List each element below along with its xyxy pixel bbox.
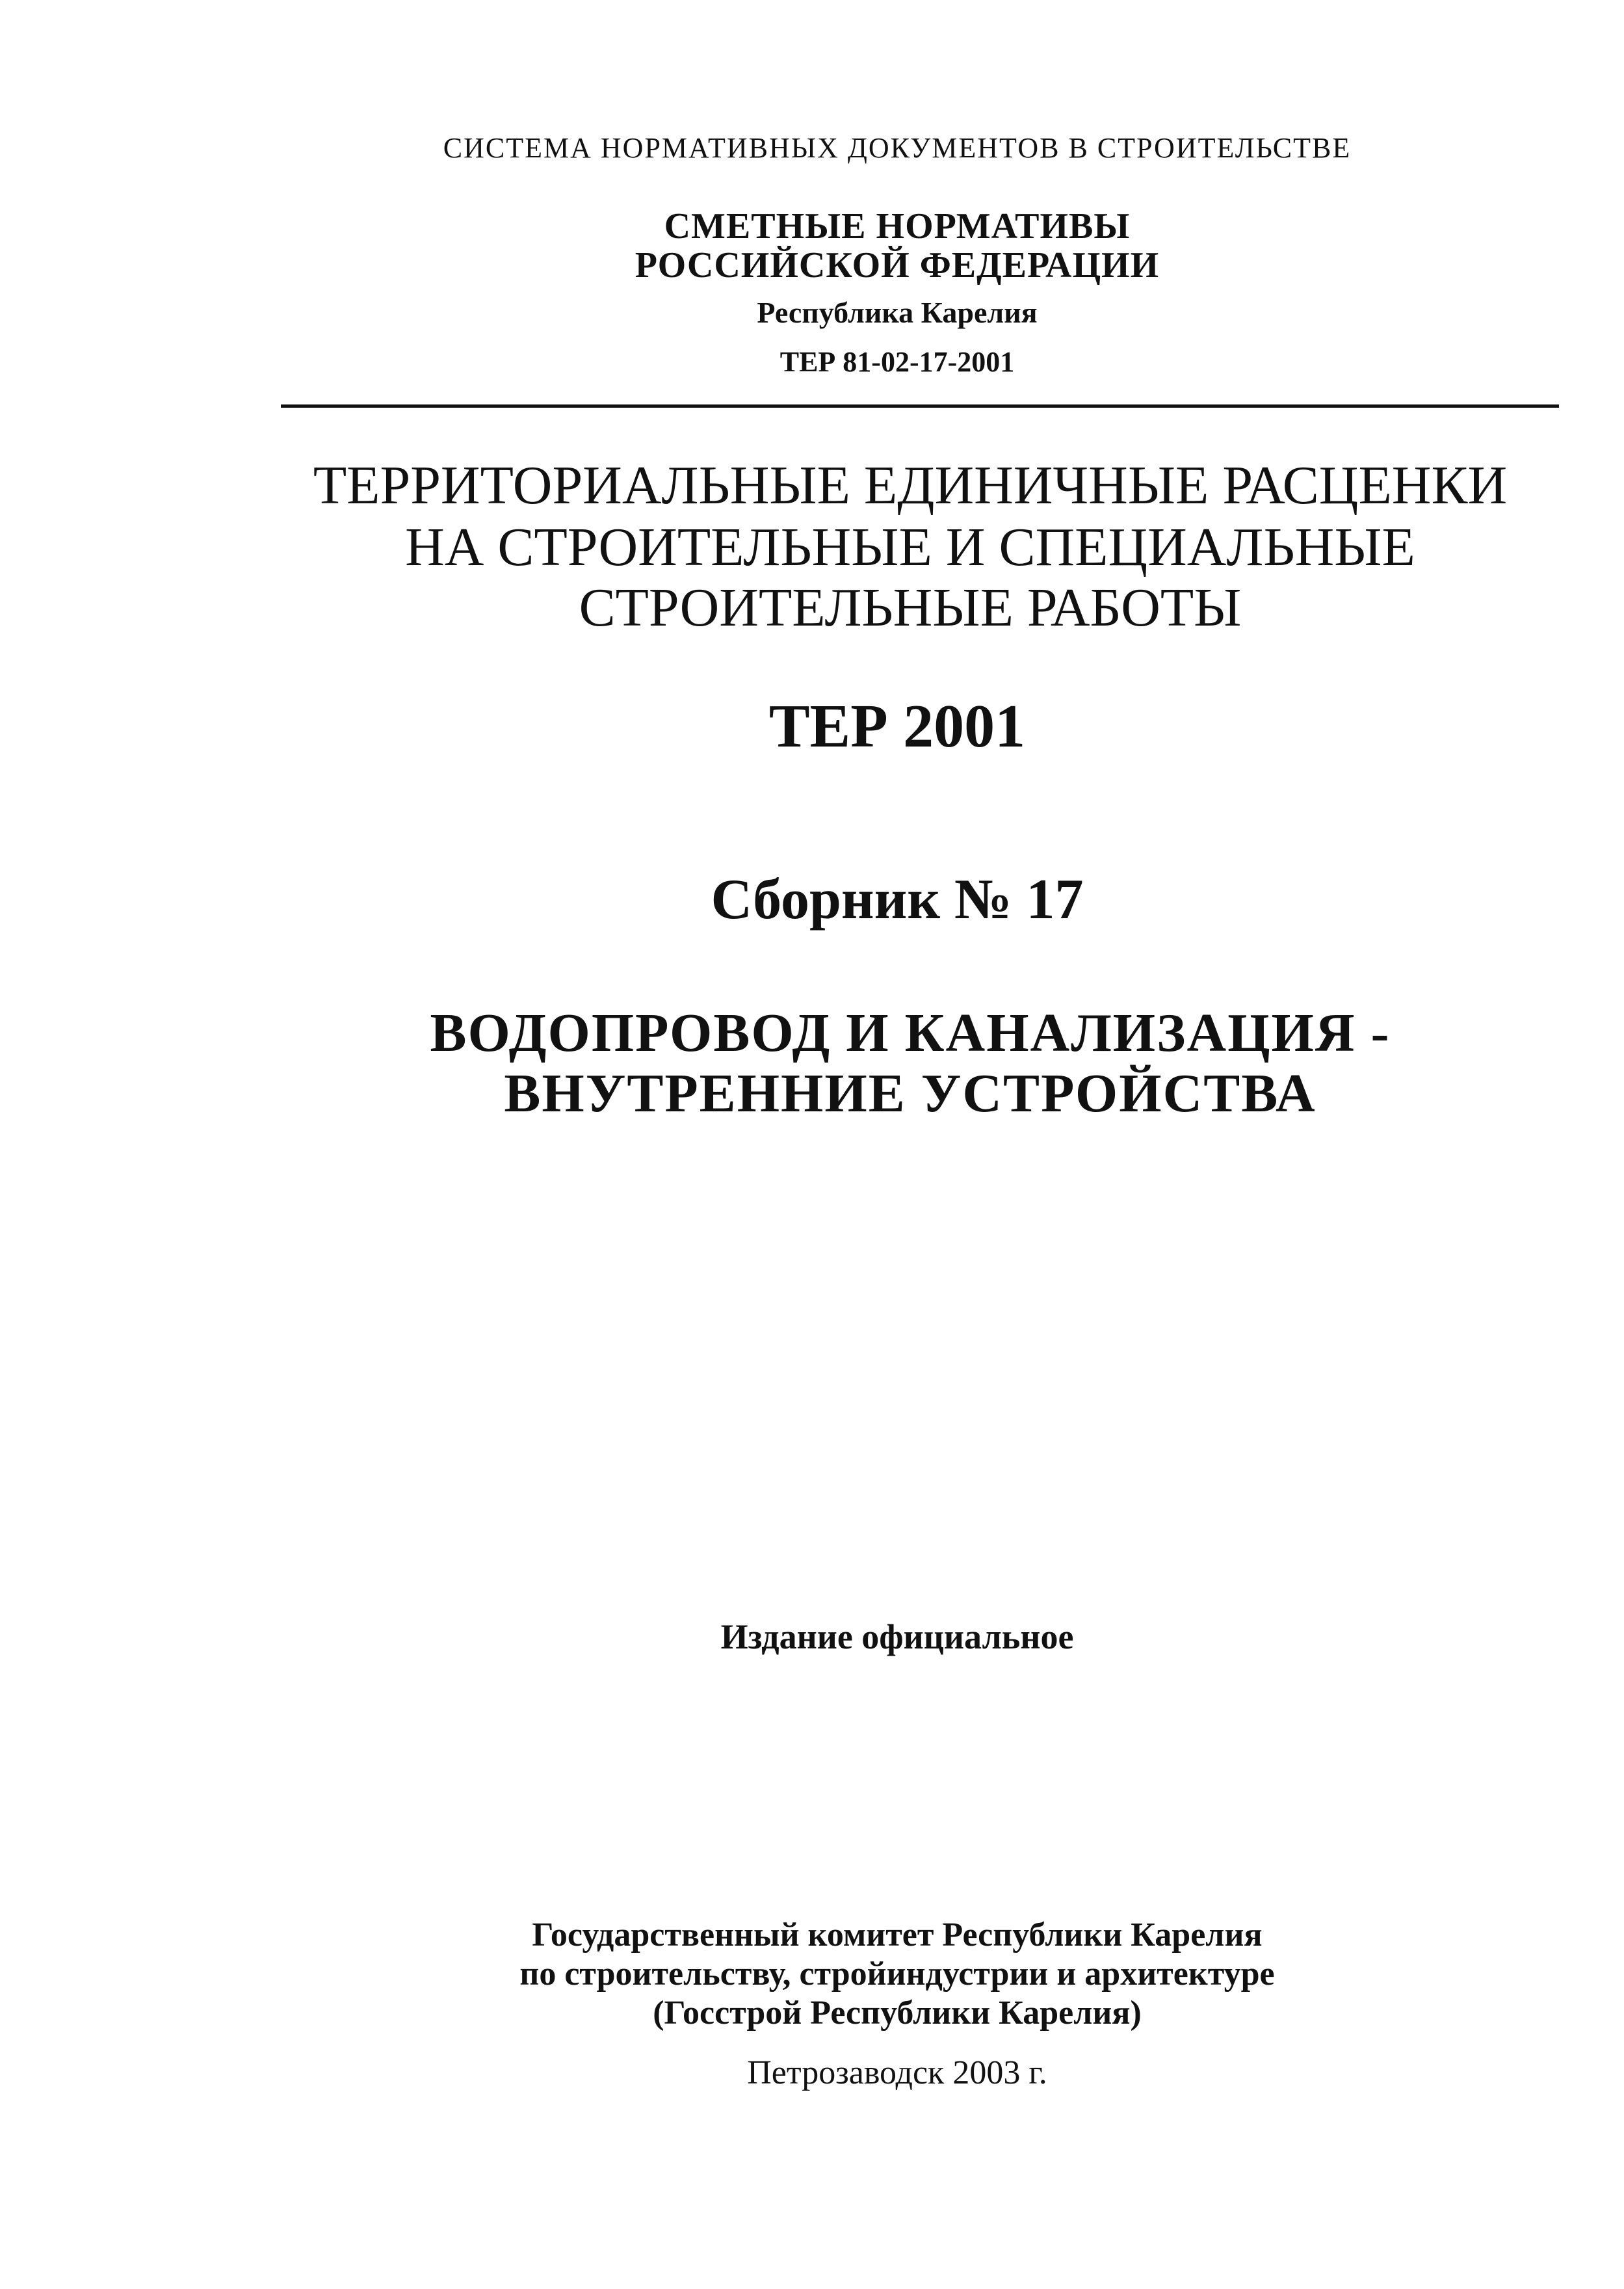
short-title: ТЕР 2001 [768, 693, 1026, 760]
publisher-line3: (Госстрой Республики Карелия) [653, 1994, 1142, 2031]
publisher-line1: Государственный комитет Республики Карелия [532, 1916, 1263, 1953]
main-title-line3: СТРОИТЕЛЬНЫЕ РАБОТЫ [579, 577, 1242, 638]
main-title-line1: ТЕРРИТОРИАЛЬНЫЕ ЕДИНИЧНЫЕ РАСЦЕНКИ [313, 455, 1508, 516]
series-name: СИСТЕМА НОРМАТИВНЫХ ДОКУМЕНТОВ В СТРОИТЕЛЬСТВЕ [443, 132, 1352, 164]
collection-subject-line2: ВНУТРЕННИЕ УСТРОЙСТВА [504, 1063, 1316, 1124]
region-name: Республика Карелия [757, 296, 1038, 329]
header-divider [281, 404, 1559, 408]
document-code: ТЕР 81-02-17-2001 [779, 346, 1015, 378]
place-and-year: Петрозаводск 2003 г. [747, 2054, 1047, 2091]
norms-heading-line1: СМЕТНЫЕ НОРМАТИВЫ [664, 206, 1131, 246]
main-title-line2: НА СТРОИТЕЛЬНЫЕ И СПЕЦИАЛЬНЫЕ [405, 517, 1415, 577]
collection-subject-line1: ВОДОПРОВОД И КАНАЛИЗАЦИЯ - [430, 1003, 1391, 1063]
collection-number: Сборник № 17 [711, 868, 1084, 931]
edition-label: Издание официальное [720, 1617, 1074, 1656]
publisher-line2: по строительству, стройиндустрии и архитектуре [519, 1955, 1275, 1992]
norms-heading-line2: РОССИЙСКОЙ ФЕДЕРАЦИИ [635, 245, 1160, 285]
